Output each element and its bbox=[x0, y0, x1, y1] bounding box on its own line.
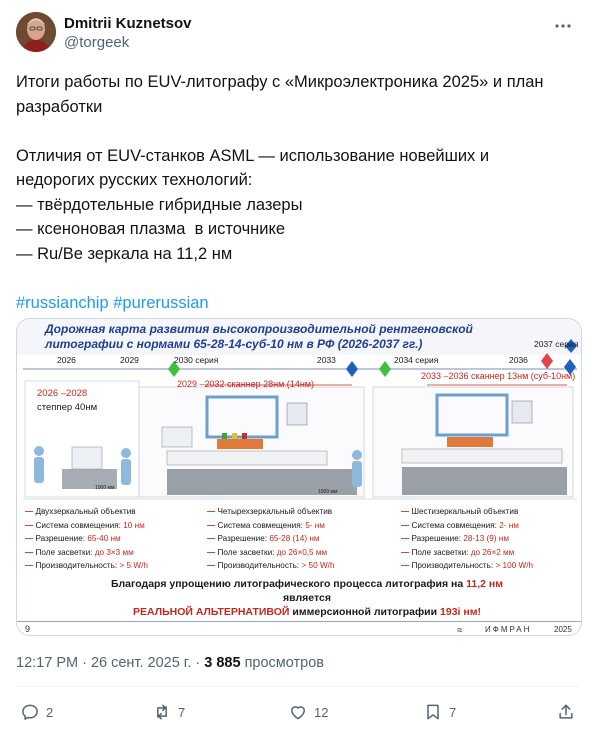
timeline-label: 2030 серия bbox=[174, 355, 219, 365]
spec-item: — Производительность: > 50 W/h bbox=[207, 559, 335, 573]
tweet-text bbox=[16, 70, 579, 315]
stage1-name: степпер 40нм bbox=[37, 402, 98, 413]
reply-count: 2 bbox=[46, 704, 54, 720]
repost-button[interactable] bbox=[152, 700, 185, 724]
roadmap-slide bbox=[17, 319, 582, 636]
scale-label: 1000 мм bbox=[318, 489, 338, 495]
avatar[interactable] bbox=[16, 12, 56, 52]
action-bar bbox=[16, 700, 579, 724]
slide-year: 2025 bbox=[554, 625, 572, 634]
tweet-line: — Ru/Be зеркала на 11,2 нм bbox=[16, 244, 233, 263]
tweet-line: Итоги работы по EUV-литографу с «Микроэлектроника 2025» и план bbox=[16, 73, 544, 91]
spec-item: — Система совмещения: 5- нм bbox=[207, 519, 335, 533]
bookmark-icon bbox=[423, 702, 443, 722]
slide-title-line: Дорожная карта развития высокопроизводительной рентгеновской bbox=[45, 322, 473, 336]
hashtags-link[interactable]: #russianchip #purerussian bbox=[16, 293, 209, 312]
spec-item: — Разрешение: 65-40 нм bbox=[25, 532, 148, 546]
timeline-label: 2034 серия bbox=[394, 355, 439, 365]
divider bbox=[16, 686, 579, 687]
tweet-line: — ксеноновая плазма в источнике bbox=[16, 220, 286, 238]
spec-item: — Двухзеркальный объектив bbox=[25, 505, 148, 519]
tweet-media[interactable] bbox=[16, 318, 582, 636]
bookmark-button[interactable] bbox=[423, 700, 456, 724]
reply-icon bbox=[20, 702, 40, 722]
spec-column-2 bbox=[207, 505, 335, 573]
org-logo-icon: ≈ bbox=[457, 625, 462, 635]
slide-org: ИФМРАН bbox=[485, 625, 532, 634]
tweet-line: разработки bbox=[16, 97, 103, 116]
more-icon[interactable] bbox=[551, 14, 575, 38]
like-button[interactable] bbox=[288, 700, 328, 724]
stage2-label: 2029 –2032 сканнер 28нм (14нм) bbox=[177, 379, 314, 389]
tweet-timestamp[interactable]: 12:17 PM · 26 сент. 2025 г. · bbox=[16, 655, 205, 671]
spec-item: — Производительность: > 5 W/h bbox=[25, 559, 148, 573]
spec-item: — Четырехзеркальный объектив bbox=[207, 505, 335, 519]
repost-count: 7 bbox=[178, 704, 186, 720]
stage3-label: 2033 –2036 сканнер 13нм (суб-10нм) bbox=[421, 371, 576, 381]
spec-item: — Поле засветки: до 3×3 мм bbox=[25, 546, 148, 560]
repost-icon bbox=[152, 702, 172, 722]
spec-column-3 bbox=[401, 505, 533, 573]
spec-item: — Разрешение: 28-13 (9) нм bbox=[401, 532, 533, 546]
like-count: 12 bbox=[314, 704, 329, 720]
share-icon bbox=[556, 702, 576, 722]
spec-item: — Разрешение: 65-28 (14) нм bbox=[207, 532, 335, 546]
slide-title bbox=[45, 322, 505, 352]
timeline-label: 2033 bbox=[317, 355, 336, 365]
display-name[interactable]: Dmitrii Kuznetsov bbox=[64, 15, 192, 32]
spec-item: — Система совмещения: 10 нм bbox=[25, 519, 148, 533]
stage1-years: 2026 –2028 bbox=[37, 388, 88, 399]
spec-item: — Система совмещения: 2- нм bbox=[401, 519, 533, 533]
spec-item: — Поле засветки: до 26×0,5 мм bbox=[207, 546, 335, 560]
user-handle[interactable]: @torgeek bbox=[64, 34, 130, 51]
spec-item: — Шестизеркальный объектив bbox=[401, 505, 533, 519]
timeline-label: 2029 bbox=[120, 355, 139, 365]
slide-footer bbox=[17, 621, 582, 636]
tweet-meta bbox=[16, 654, 324, 672]
slide-page-number: 9 bbox=[25, 624, 31, 634]
spec-item: — Производительность: > 100 W/h bbox=[401, 559, 533, 573]
tweet-line: — твёрдотельные гибридные лазеры bbox=[16, 195, 303, 214]
spec-column-1 bbox=[25, 505, 148, 573]
slide-conclusion: Благодаря упрощению литографического процесса литография на 11,2 нм является РЕАЛЬНОЙ АЛЬТЕРНАТИВОЙ иммерсионной литографии 193i нм! bbox=[110, 578, 504, 618]
bookmark-count: 7 bbox=[449, 704, 457, 720]
share-button[interactable] bbox=[556, 700, 576, 724]
tweet-line bbox=[16, 119, 579, 144]
timeline-label: 2036 bbox=[509, 355, 528, 365]
timeline-label: 2026 bbox=[57, 355, 76, 365]
tweet-line bbox=[16, 266, 579, 291]
spec-item: — Поле засветки: до 26×2 мм bbox=[401, 546, 533, 560]
reply-button[interactable] bbox=[20, 700, 53, 724]
tweet-line: Отличия от EUV-станков ASML — использование новейших и bbox=[16, 146, 490, 165]
timeline-label: 2037 серия bbox=[534, 339, 579, 349]
slide-title-line: литографии с нормами 65-28-14-суб-10 нм в РФ (2026-2037 гг.) bbox=[45, 337, 423, 351]
like-icon bbox=[288, 702, 308, 722]
scale-label: 1000 мм bbox=[95, 485, 115, 491]
tweet-header bbox=[16, 12, 579, 56]
views-count: 3 885 bbox=[204, 655, 241, 671]
views-label: просмотров bbox=[240, 655, 324, 671]
tweet-line: недорогих русских технологий: bbox=[16, 171, 253, 189]
